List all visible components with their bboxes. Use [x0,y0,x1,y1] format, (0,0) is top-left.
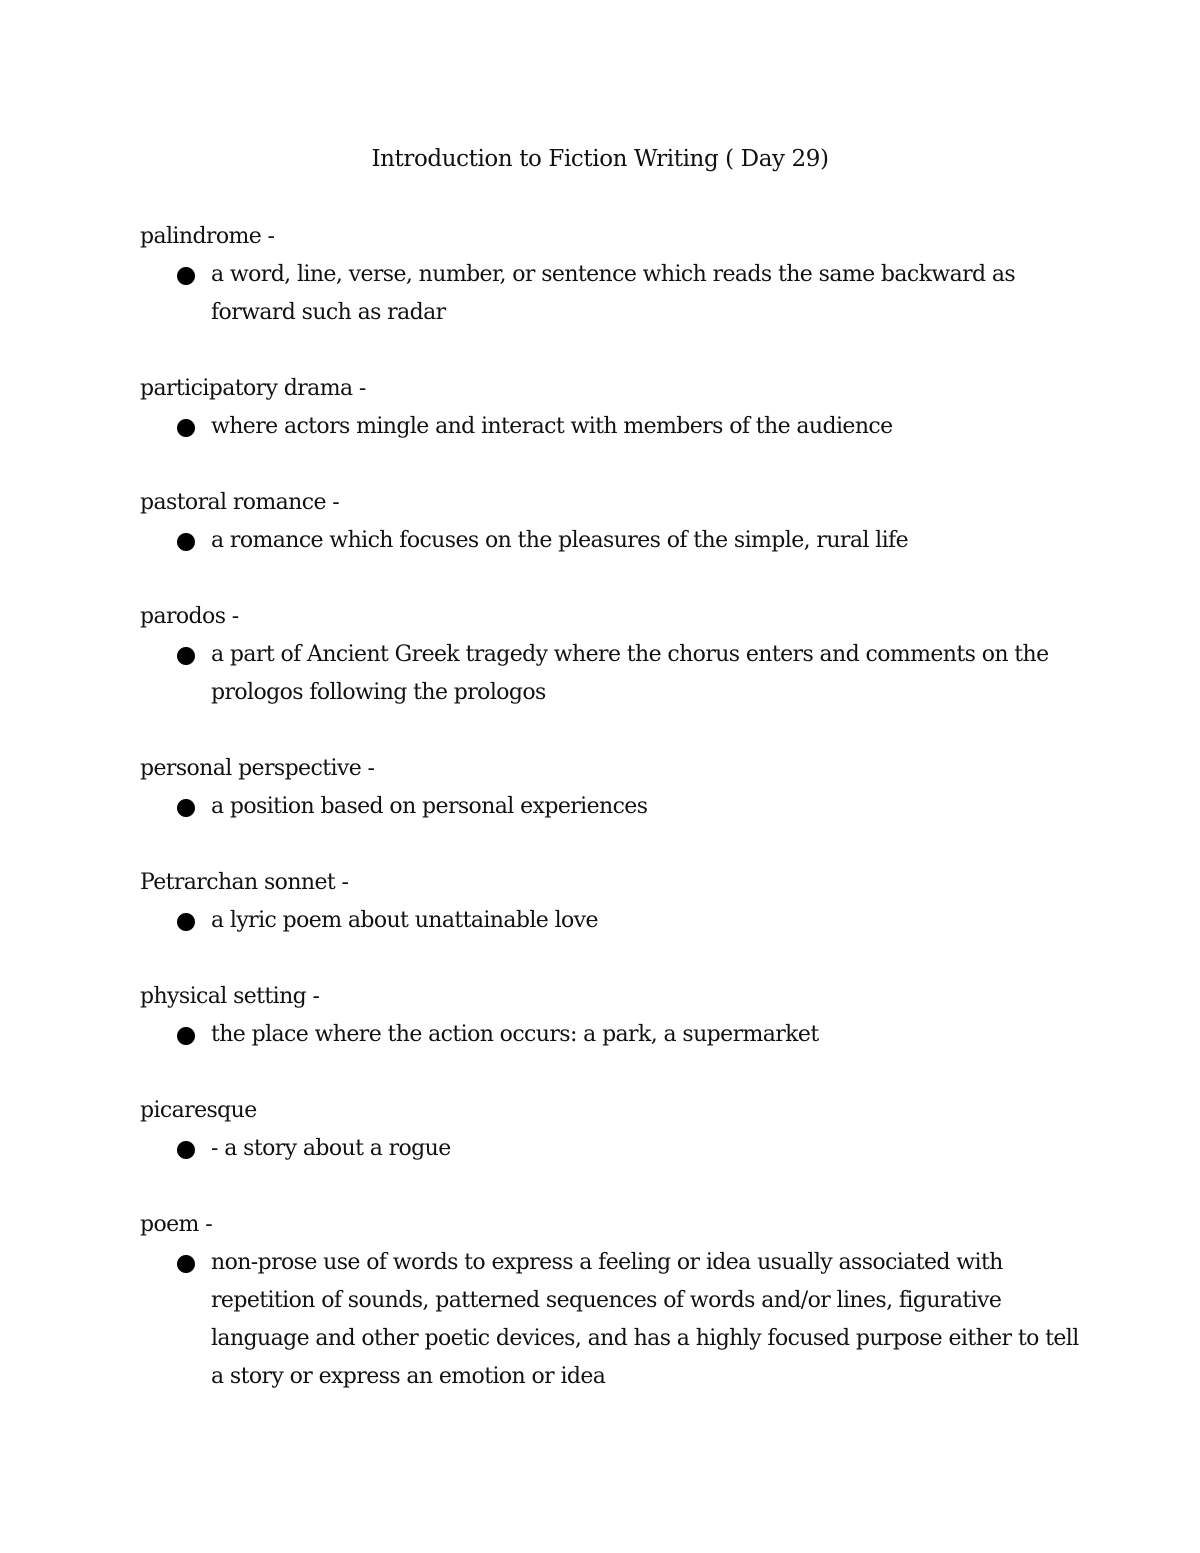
glossary-entry [140,598,1080,712]
bullet-icon [177,913,195,931]
bullet-icon [177,267,195,285]
bullet-icon [177,533,195,551]
glossary-entry [140,750,1080,826]
definition-item [140,902,1080,940]
glossary-entry [140,978,1080,1054]
bullet-icon [177,419,195,437]
glossary-entry [140,484,1080,560]
definition-text: non-prose use of words to express a feeling or idea usually associated with repetition of sounds, patterned sequences of words and/or lines, figurative language and other poetic devices, and has a highly focused purpose either to tell a story or express an emotion or idea [211,1250,1079,1389]
definition-list [140,408,1080,446]
definition-list [140,256,1080,332]
definition-list [140,1244,1080,1396]
definition-item [140,1016,1080,1054]
bullet-icon [177,1027,195,1045]
definition-item [140,522,1080,560]
bullet-icon [177,647,195,665]
definition-list [140,902,1080,940]
definition-list [140,1016,1080,1054]
glossary-term: physical setting - [140,984,320,1009]
definition-item [140,1244,1080,1396]
glossary-term: poem - [140,1212,213,1237]
bullet-icon [177,1141,195,1159]
glossary-term: Petrarchan sonnet - [140,870,349,895]
definition-item [140,408,1080,446]
definition-item [140,1130,1080,1168]
definition-text: a romance which focuses on the pleasures of the simple, rural life [211,528,909,553]
definition-text: the place where the action occurs: a park, a supermarket [211,1022,819,1047]
glossary-entry [140,1206,1080,1396]
glossary-term: picaresque [140,1098,257,1123]
definition-text: a word, line, verse, number, or sentence which reads the same backward as forward such as radar [211,262,1016,325]
definition-list [140,788,1080,826]
glossary-term: pastoral romance - [140,490,340,515]
glossary-term: personal perspective - [140,756,375,781]
glossary-term: participatory drama - [140,376,366,401]
definition-text: a position based on personal experiences [211,794,648,819]
definition-item [140,788,1080,826]
bullet-icon [177,1255,195,1273]
definition-list [140,636,1080,712]
definition-text: where actors mingle and interact with members of the audience [211,414,893,439]
glossary-list [140,218,1080,1434]
glossary-entry [140,218,1080,332]
bullet-icon [177,799,195,817]
definition-list [140,522,1080,560]
definition-item [140,256,1080,332]
glossary-entry [140,370,1080,446]
glossary-entry [140,864,1080,940]
definition-list [140,1130,1080,1168]
definition-text: a lyric poem about unattainable love [211,908,598,933]
glossary-entry [140,1092,1080,1168]
glossary-term: palindrome - [140,224,275,249]
definition-text: - a story about a rogue [211,1136,451,1161]
definition-item [140,636,1080,712]
definition-text: a part of Ancient Greek tragedy where the chorus enters and comments on the prologos following the prologos [211,642,1049,705]
glossary-term: parodos - [140,604,239,629]
page-title: Introduction to Fiction Writing ( Day 29) [371,146,829,172]
